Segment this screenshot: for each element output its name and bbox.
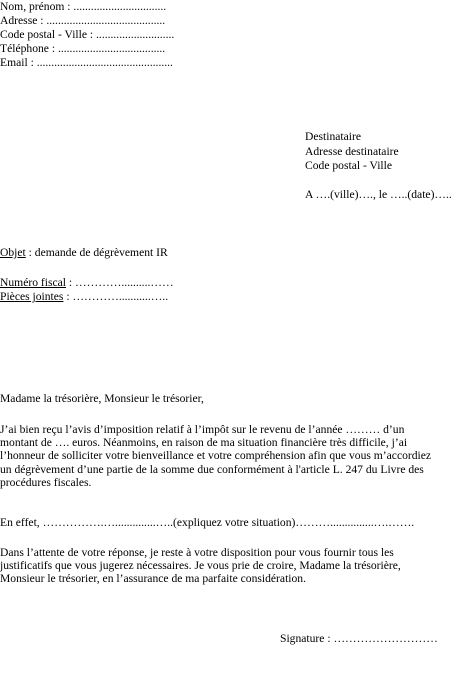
paragraph-line: montant de …. euros. Néanmoins, en raison de ma situation financière très difficile, j’ai <box>0 436 408 450</box>
signature-line: Signature : ……………………… <box>280 632 438 645</box>
sender-address-line: Adresse : ......................................... <box>0 14 166 27</box>
sender-email-line: Email : ............................................... <box>0 56 173 69</box>
object-text: : demande de dégrèvement IR <box>25 246 168 259</box>
sender-postal-line: Code postal - Ville : ........................... <box>0 28 175 41</box>
paragraph-closing <box>0 546 470 586</box>
sender-phone-line: Téléphone : ..................................... <box>0 42 166 55</box>
attachments-value: : …………...........….. <box>63 290 169 303</box>
paragraph-line: justificatifs que vous jugerez nécessaires. Je vous prie de croire, Madame la trésorière, <box>0 559 401 573</box>
paragraph-request <box>0 423 470 489</box>
paragraph-explanation: En effet, …………….…..............…..(expliquez votre situation)………...............….……. <box>0 516 415 529</box>
paragraph-line: J’ai bien reçu l’avis d’imposition relatif à l’impôt sur le revenu de l’année ……… d’un <box>0 423 405 436</box>
place-date-line: A ….(ville)…., le …..(date)….. <box>305 188 452 201</box>
paragraph-line: Dans l’attente de votre réponse, je reste à votre disposition pour vous fournir tous les <box>0 546 394 559</box>
attachments-label: Pièces jointes <box>0 290 64 303</box>
recipient-address: Adresse destinataire <box>305 145 399 158</box>
object-line <box>0 246 168 259</box>
paragraph-line: procédures fiscales. <box>0 475 92 489</box>
paragraph-line: Monsieur le trésorier, en l’assurance de ma parfaite considération. <box>0 572 307 586</box>
paragraph-line: l’honneur de solliciter votre bienveillance et votre compréhension afin que vous m’accordiez <box>0 449 432 463</box>
attachments-line <box>0 290 168 303</box>
fiscal-number-value: : …………..........…… <box>66 276 174 289</box>
recipient-name: Destinataire <box>305 130 362 143</box>
fiscal-number-line <box>0 276 174 289</box>
paragraph-line: un dégrèvement d’une partie de la somme due conformément à l'article L. 247 du Livre des <box>0 462 424 476</box>
recipient-postal: Code postal - Ville <box>305 159 392 172</box>
object-label: Objet <box>0 246 26 259</box>
fiscal-number-label: Numéro fiscal <box>0 276 66 289</box>
salutation: Madame la trésorière, Monsieur le trésorier, <box>0 392 204 405</box>
sender-name-line: Nom, prénom : ................................ <box>0 0 167 13</box>
